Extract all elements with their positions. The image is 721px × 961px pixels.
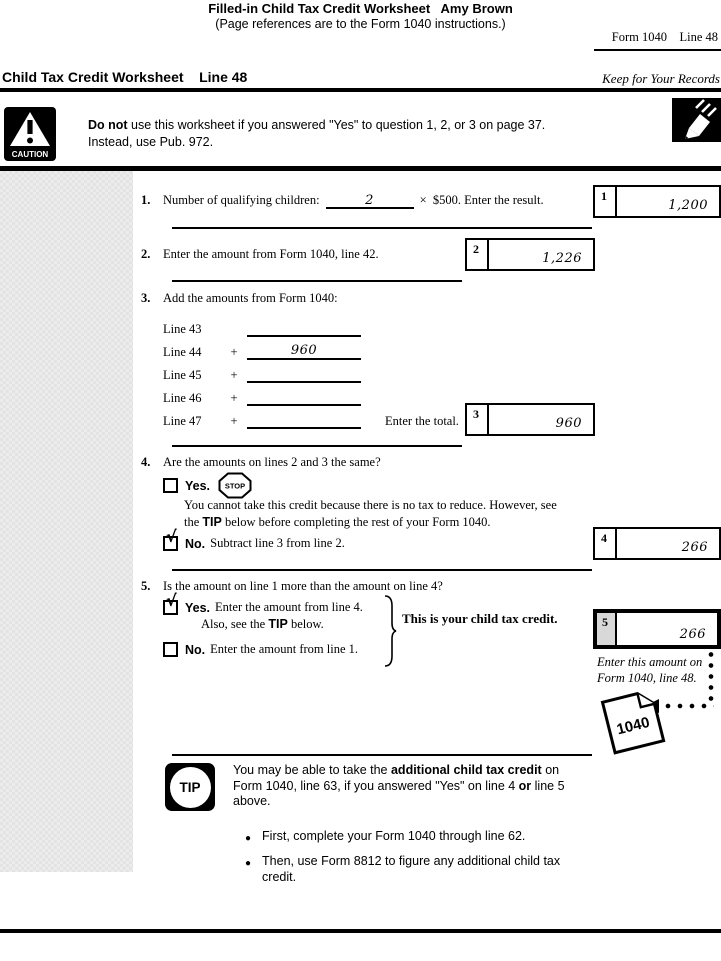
line46-row — [163, 383, 459, 406]
page-subtitle: (Page references are to the Form 1040 instructions.) — [215, 17, 506, 31]
left-shaded-margin — [0, 171, 133, 872]
line45-operator: + — [230, 368, 238, 382]
tip-text-pre: You may be able to take the — [233, 763, 391, 777]
step5-number: 5. — [141, 579, 151, 593]
step5-yes-label: Yes. — [185, 600, 211, 615]
page-bottom-divider — [0, 929, 721, 933]
amount-box-3-label: 3 — [467, 405, 489, 434]
tip-icon — [165, 763, 215, 811]
step4-divider — [172, 569, 592, 571]
step1-text-after: × $500. Enter the result. — [419, 193, 544, 207]
step4-stop-note-line2 — [184, 515, 491, 530]
header-divider — [0, 88, 721, 92]
line46-operator: + — [230, 391, 238, 405]
tip-bullet-2 — [245, 854, 577, 885]
caution-icon — [4, 107, 56, 161]
step4-question: Are the amounts on lines 2 and 3 the same? — [163, 455, 381, 469]
stop-icon — [218, 472, 252, 499]
amount-box-4[interactable] — [593, 527, 721, 560]
pencil-icon — [672, 98, 721, 142]
step1-entry-value: 2 — [365, 193, 374, 208]
step5-yes-text2-pre: Also, see the — [201, 617, 269, 631]
step5-no-option — [163, 642, 358, 657]
dotted-connector-vertical — [707, 649, 715, 705]
step4-yes-checkbox[interactable] — [163, 478, 178, 493]
line47-entry-line[interactable] — [247, 412, 361, 429]
step5-yes-checkbox[interactable] — [163, 591, 178, 615]
tip-bullet-1-text: First, complete your Form 1040 through line 62. — [262, 829, 526, 843]
caution-line2: Instead, use Pub. 972. — [88, 135, 214, 149]
line43-row — [163, 314, 459, 337]
line47-row — [163, 406, 459, 429]
step3-text: Add the amounts from Form 1040: — [163, 291, 338, 305]
svg-text:CAUTION: CAUTION — [11, 150, 49, 159]
enter-note-line1: Enter this amount on — [597, 655, 703, 669]
amount-box-5-label: 5 — [597, 613, 617, 645]
tip-paragraph — [233, 763, 585, 810]
svg-text:1040: 1040 — [614, 713, 652, 739]
amount-box-3-value: 960 — [555, 416, 582, 431]
line43-entry-line[interactable] — [247, 320, 361, 337]
step2-number: 2. — [141, 247, 151, 261]
brace-icon — [381, 594, 397, 668]
bullet-icon: ● — [245, 833, 252, 844]
amount-box-1[interactable] — [593, 185, 721, 218]
tip-bullet-2-text: Then, use Form 8812 to figure any additional child tax credit. — [262, 854, 561, 884]
amount-box-1-value: 1,200 — [668, 198, 708, 213]
step4-no-label: No. — [185, 536, 206, 551]
step4-no-checkbox[interactable] — [163, 527, 178, 551]
line44-label: Line 44 — [163, 345, 202, 359]
amount-box-4-label: 4 — [595, 529, 617, 558]
child-tax-credit-result-label: This is your child tax credit. — [402, 611, 558, 626]
enter-note-line2: Form 1040, line 48. — [597, 671, 697, 685]
amount-box-3[interactable] — [465, 403, 595, 436]
amount-box-1-label: 1 — [595, 187, 617, 216]
tip-icon-label: TIP — [170, 767, 211, 808]
bullet-icon: ● — [245, 858, 252, 869]
line46-label: Line 46 — [163, 391, 202, 405]
form-line-reference: Form 1040 Line 48 — [594, 30, 721, 51]
step5-yes-checkmark: √ — [166, 591, 177, 610]
amount-box-2-label: 2 — [467, 240, 489, 269]
step4-note2-pre: the — [184, 515, 203, 529]
tip-text-post: line 5 above. — [233, 778, 565, 808]
page-title: Filled-in Child Tax Credit Worksheet Amy Brown — [208, 1, 513, 16]
tip-text-mid: on Form 1040, line 63, if you answered "Yes" on line 4 — [233, 763, 560, 793]
step4-yes-option — [163, 472, 252, 499]
line44-row — [163, 337, 459, 360]
step1-entry-line[interactable] — [326, 193, 414, 209]
amount-box-4-value: 266 — [681, 540, 708, 555]
caution-bold-lead: Do not — [88, 118, 128, 132]
step3-total-label: Enter the total. — [385, 414, 459, 428]
line45-label: Line 45 — [163, 368, 202, 382]
step3-divider — [172, 445, 462, 447]
step2-divider — [172, 280, 462, 282]
step4-no-checkmark: √ — [166, 527, 177, 546]
line47-label: Line 47 — [163, 414, 202, 428]
amount-box-2-value: 1,226 — [542, 251, 582, 266]
step4-no-text: Subtract line 3 from line 2. — [210, 536, 345, 550]
step2-text: Enter the amount from Form 1040, line 42. — [163, 247, 379, 261]
step5-yes-tip-word: TIP — [268, 617, 288, 631]
tip-bullet-1 — [245, 829, 585, 847]
step5-question: Is the amount on line 1 more than the amount on line 4? — [163, 579, 443, 593]
line44-operator: + — [230, 345, 238, 359]
step1-text — [163, 193, 593, 209]
keep-for-records-note: Keep for Your Records — [602, 71, 720, 86]
step5-yes-text2-post: below. — [287, 617, 324, 631]
step5-divider — [172, 754, 592, 756]
step3-line-rows — [163, 314, 459, 429]
step5-yes-text: Enter the amount from line 4. — [215, 600, 363, 614]
line44-entry-value: 960 — [290, 343, 318, 358]
line45-entry-line[interactable] — [247, 366, 361, 383]
amount-box-5-value: 266 — [679, 627, 706, 642]
step1-divider — [172, 227, 592, 229]
step4-note2-post: below before completing the rest of your Form 1040. — [221, 515, 491, 529]
caution-text — [88, 117, 648, 151]
step4-stop-note-line1: You cannot take this credit because there is no tax to reduce. However, see — [184, 498, 557, 512]
amount-box-2[interactable] — [465, 238, 595, 271]
step4-note2-tip-word: TIP — [202, 515, 222, 529]
line46-entry-line[interactable] — [247, 389, 361, 406]
step1-number: 1. — [141, 193, 151, 207]
svg-text:STOP: STOP — [224, 481, 246, 491]
form-1040-doc-icon — [592, 680, 678, 762]
step4-yes-label: Yes. — [185, 478, 211, 493]
step5-yes-option — [163, 591, 363, 615]
step4-number: 4. — [141, 455, 151, 469]
step5-no-label: No. — [185, 642, 206, 657]
step3-number: 3. — [141, 291, 151, 305]
step1-text-before: Number of qualifying children: — [163, 193, 320, 207]
amount-box-5[interactable] — [593, 609, 721, 649]
step5-no-text: Enter the amount from line 1. — [210, 642, 359, 656]
line47-operator: + — [230, 414, 238, 428]
line44-entry-line[interactable] — [247, 343, 361, 360]
step5-yes-text2 — [201, 617, 324, 632]
tip-text-bold: additional child tax credit — [390, 763, 542, 777]
caution-line1: use this worksheet if you answered "Yes" to question 1, 2, or 3 on page 37. — [127, 118, 546, 132]
line45-row — [163, 360, 459, 383]
step5-no-checkbox[interactable] — [163, 642, 178, 657]
line43-label: Line 43 — [163, 322, 202, 336]
step4-no-option — [163, 527, 345, 551]
tip-text-bold2: or — [518, 778, 532, 793]
worksheet-title: Child Tax Credit Worksheet Line 48 — [2, 69, 248, 85]
